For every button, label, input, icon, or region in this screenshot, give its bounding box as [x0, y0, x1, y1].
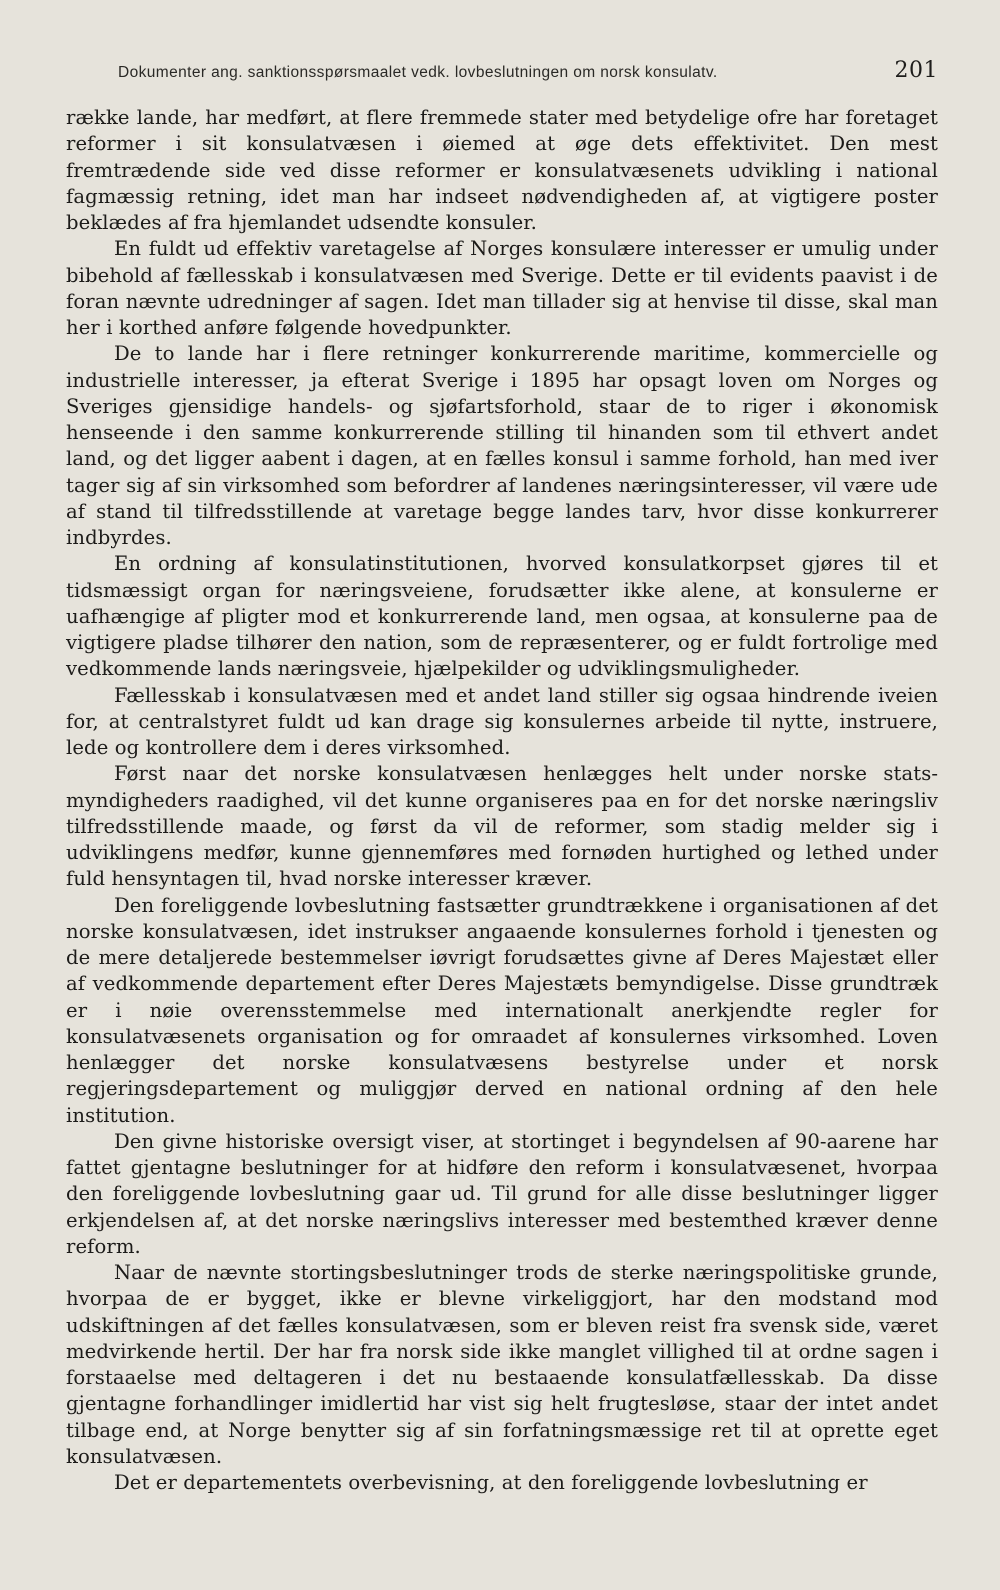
paragraph: Naar de nævnte stortingsbeslutninger trods de sterke næringspolitiske grunde, hvorpaa de er bygget, ikke er blevne virkeliggjort, har den modstand mod udskiftningen af det fælles konsulatvæsen, som er bleven reist fra svensk side, været medvirkende hertil. Der har fra norsk side ikke manglet villighed til at ordne sagen i forstaaelse med deltageren i det nu bestaaende konsulatfællesskab. Da disse gjentagne forhandlinger imidlertid har vist sig helt frugtesløse, staar der intet andet tilbage end, at Norge benytter sig af sin forfatningsmæssige ret til at oprette eget konsulatvæsen. — [66, 1261, 938, 1468]
running-header-title: Dokumenter ang. sanktionsspørsmaalet vedk. lovbeslutningen om norsk konsulatv. — [118, 64, 718, 81]
paragraph-continues: Det er departementets overbevisning, at den foreliggende lovbeslutning er — [114, 1471, 868, 1494]
paragraph: En ordning af konsulatinstitutionen, hvorved konsulatkorpset gjøres til et tidsmæssigt organ for næringsveiene, forudsætter ikke alene, at konsulerne er uafhængige af pligter mod et konkurrerende land, men ogsaa, at konsulerne paa de vigtigere pladse tilhører den nation, som de repræsenterer, og er fuldt fortrolige med vedkommende lands næringsveie, hjælpekilder og udviklingsmuligheder. — [66, 552, 938, 681]
paragraph: De to lande har i flere retninger konkurrerende maritime, kommercielle og industrielle interesser, ja efterat Sverige i 1895 har opsagt loven om Norges og Sveriges gjensidige handels- og sjøfartsforhold, staar de to riger i økonomisk henseende i den samme konkurrerende stilling til hinanden som til ethvert andet land, og det ligger aabent i dagen, at en fælles konsul i samme forhold, han med iver tager sig af sin virksomhed som befordrer af landenes næringsinteresser, vil være ude af stand til tilfredsstillende at varetage begge landes tarv, hvor disse konkurrerer indbyrdes. — [66, 342, 938, 549]
body-text — [66, 105, 938, 1496]
paragraph: En fuldt ud effektiv varetagelse af Norges konsulære interesser er umulig under bibehold af fællesskab i konsulatvæsen med Sverige. Dette er til evidents paavist i de foran nævnte udredninger af sagen. Idet man tillader sig at henvise til disse, skal man her i korthed anføre følgende hovedpunkter. — [66, 237, 938, 339]
running-header — [66, 58, 938, 83]
paragraph-continued: række lande, har medført, at flere fremmede stater med betydelige ofre har foretaget reformer i sit konsulatvæsen i øiemed at øge dets effektivitet. Den mest fremtrædende side ved disse reformer er konsulatvæsenets udvikling i national fagmæssig retning, idet man har indseet nødvendigheden af, at vigtigere poster beklædes af fra hjemlandet udsendte konsuler. — [66, 106, 938, 234]
paragraph: Den foreliggende lovbeslutning fastsætter grundtrækkene i organisationen af det norske konsulatvæsen, idet instrukser angaaende konsulernes forhold i tjenesten og de mere detaljerede bestemmelser iøvrigt forudsættes givne af Deres Majestæt eller af vedkommende departement efter Deres Majestæts bemyndigelse. Disse grundtræk er i nøie overensstemmelse med internationalt anerkjendte regler for konsulatvæsenets organisation og for omraadet af konsulernes virksomhed. Loven henlægger det norske konsulatvæsens bestyrelse under et norsk regjeringsdepartement og muliggjør derved en national ordning af den hele institution. — [66, 893, 938, 1127]
page-number: 201 — [894, 58, 938, 83]
paragraph: Først naar det norske konsulatvæsen henlægges helt under norske statsmyndigheders raadighed, vil det kunne organiseres paa en for det norske næringsliv tilfredsstillende maade, og først da vil de reformer, som stadig melder sig i udviklingens medfør, kunne gjennemføres med fornøden hurtighed og lethed under fuld hensyntagen til, hvad norske interesser kræver. — [66, 762, 938, 891]
paragraph: Fællesskab i konsulatvæsen med et andet land stiller sig ogsaa hindrende iveien for, at centralstyret fuldt ud kan drage sig konsulernes arbeide til nytte, instruere, lede og kontrollere dem i deres virksomhed. — [66, 683, 938, 759]
paragraph: Den givne historiske oversigt viser, at stortinget i begyndelsen af 90-aarene har fattet gjentagne beslutninger for at hidføre den reform i konsulatvæsenet, hvorpaa den foreliggende lovbeslutning gaar ud. Til grund for alle disse beslutninger ligger erkjendelsen af, at det norske næringslivs interesser med bestemthed kræver denne reform. — [66, 1129, 938, 1258]
